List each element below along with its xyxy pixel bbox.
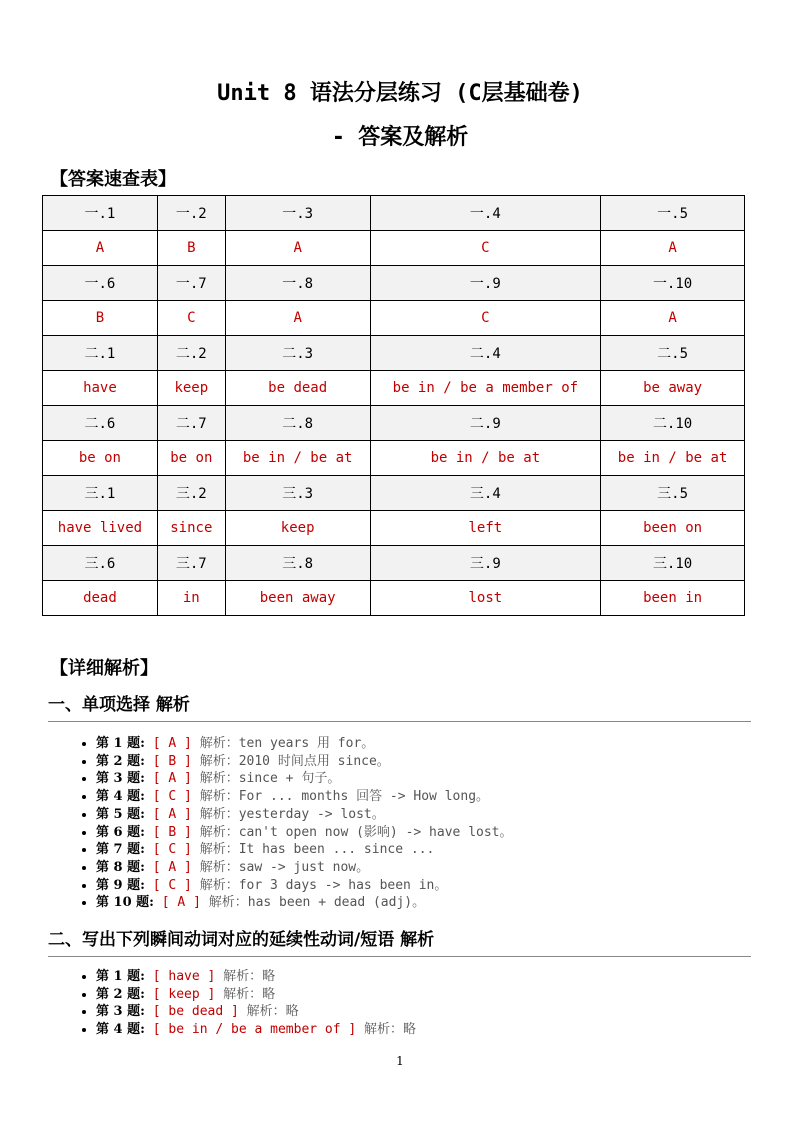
answer-text: [ keep ] [152,986,216,1002]
answer-cell: be in / be at [370,441,601,476]
question-number-row [43,336,745,371]
explanation-item [96,986,416,1004]
detail-heading: 【详细解析】 [50,658,158,679]
question-number-cell: 三.10 [601,546,745,581]
question-label: 第 8 题: [96,859,145,875]
answer-text: [ C ] [152,842,192,858]
question-label: 第 7 题: [96,842,145,858]
answer-row [43,301,745,336]
page-number: 1 [396,1054,404,1068]
question-number-cell: 二.10 [601,406,745,441]
explanation-item [96,968,416,986]
answer-text: [ C ] [152,789,192,805]
question-number-row [43,476,745,511]
explanation-item [96,753,513,771]
question-number-cell: 三.1 [43,476,158,511]
answer-cell: C [157,301,225,336]
answer-cell: be on [43,441,158,476]
question-label: 第 5 题: [96,806,145,822]
question-number-cell: 三.8 [225,546,370,581]
question-number-cell: 一.6 [43,266,158,301]
answer-quick-table [42,195,745,616]
section1-title: 一、单项选择 解析 [48,690,751,722]
explanation-text: 解析：略 [238,1004,299,1020]
question-number-cell: 三.9 [370,546,601,581]
answer-cell: keep [157,371,225,406]
answer-cell: been in [601,581,745,616]
answer-cell: A [225,301,370,336]
explanation-item [96,1003,416,1021]
question-label: 第 1 题: [96,736,145,751]
explanation-text: 解析：saw -> just now。 [191,859,370,875]
answer-cell: in [157,581,225,616]
question-number-cell: 三.3 [225,476,370,511]
explanation-text: 解析：ten years 用 for。 [191,736,375,751]
document-title: Unit 8 语法分层练习 (C层基础卷) [217,81,583,106]
question-number-cell: 一.10 [601,266,745,301]
answer-text: [ B ] [152,824,192,840]
question-number-cell: 二.9 [370,406,601,441]
explanation-text: 解析：2010 时间点用 since。 [191,753,390,769]
question-number-row [43,546,745,581]
answer-cell: B [43,301,158,336]
explanation-text: 解析：has been + dead (adj)。 [200,895,426,911]
answer-text: [ A ] [152,859,192,875]
answer-cell: have [43,371,158,406]
question-number-cell: 二.8 [225,406,370,441]
answer-cell: A [43,231,158,266]
question-number-cell: 二.1 [43,336,158,371]
quick-table-heading: 【答案速查表】 [50,169,176,190]
answer-cell: be in / be a member of [370,371,601,406]
answer-cell: keep [225,511,370,546]
explanation-item [96,788,513,806]
answer-row [43,511,745,546]
question-number-row [43,266,745,301]
explanation-text: 解析：略 [215,986,276,1002]
question-number-row [43,196,745,231]
question-number-cell: 三.7 [157,546,225,581]
explanation-text: 解析：It has been ... since ... [191,842,435,858]
question-label: 第 3 题: [96,1004,145,1020]
answer-text: [ be dead ] [152,1004,239,1020]
answer-cell: since [157,511,225,546]
question-label: 第 10 题: [96,895,154,911]
question-label: 第 3 题: [96,771,145,787]
question-number-cell: 三.5 [601,476,745,511]
explanation-text: 解析：yesterday -> lost。 [191,806,385,822]
answer-text: [ C ] [152,877,192,893]
explanation-item [96,877,513,895]
question-label: 第 2 题: [96,986,145,1002]
answer-row [43,441,745,476]
question-number-cell: 二.3 [225,336,370,371]
question-label: 第 1 题: [96,969,145,984]
answer-text: [ be in / be a member of ] [152,1022,357,1038]
answer-row [43,231,745,266]
answer-text: [ A ] [152,771,192,787]
question-number-cell: 一.4 [370,196,601,231]
question-number-cell: 三.4 [370,476,601,511]
answer-cell: dead [43,581,158,616]
answer-cell: lost [370,581,601,616]
question-number-cell: 二.2 [157,336,225,371]
explanation-item [96,806,513,824]
question-number-cell: 一.7 [157,266,225,301]
answer-text: [ A ] [152,736,192,751]
question-number-row [43,406,745,441]
section1-list [58,735,513,912]
question-number-cell: 二.5 [601,336,745,371]
explanation-text: 解析：can't open now (影响) -> have lost。 [191,824,513,840]
question-number-cell: 二.6 [43,406,158,441]
question-label: 第 2 题: [96,753,145,769]
answer-text: [ B ] [152,753,192,769]
answer-cell: A [225,231,370,266]
explanation-item [96,859,513,877]
answer-row [43,581,745,616]
question-number-cell: 一.2 [157,196,225,231]
explanation-item [96,1021,416,1039]
answer-cell: been away [225,581,370,616]
answer-cell: left [370,511,601,546]
question-label: 第 4 题: [96,789,145,805]
answer-text: [ have ] [152,969,216,984]
explanation-text: 解析：for 3 days -> has been in。 [191,877,448,893]
question-number-cell: 一.5 [601,196,745,231]
answer-cell: be away [601,371,745,406]
explanation-item [96,894,513,912]
document-subtitle: - 答案及解析 [331,125,469,150]
question-number-cell: 一.8 [225,266,370,301]
answer-cell: been on [601,511,745,546]
explanation-item [96,841,513,859]
question-label: 第 4 题: [96,1022,145,1038]
answer-cell: C [370,301,601,336]
question-number-cell: 三.2 [157,476,225,511]
answer-text: [ A ] [152,806,192,822]
answer-cell: A [601,301,745,336]
answer-cell: be dead [225,371,370,406]
explanation-text: 解析：略 [356,1022,417,1038]
answer-cell: B [157,231,225,266]
answer-cell: be in / be at [225,441,370,476]
explanation-text: 解析：略 [215,969,276,984]
question-number-cell: 一.9 [370,266,601,301]
section2-title: 二、写出下列瞬间动词对应的延续性动词/短语 解析 [48,925,751,957]
section2-list [58,968,416,1039]
question-number-cell: 三.6 [43,546,158,581]
answer-cell: be in / be at [601,441,745,476]
explanation-item [96,735,513,753]
answer-cell: C [370,231,601,266]
question-number-cell: 二.7 [157,406,225,441]
question-label: 第 9 题: [96,877,145,893]
explanation-item [96,770,513,788]
question-number-cell: 一.3 [225,196,370,231]
answer-text: [ A ] [161,895,201,911]
answer-cell: A [601,231,745,266]
question-number-cell: 二.4 [370,336,601,371]
answer-row [43,371,745,406]
explanation-item [96,824,513,842]
explanation-text: 解析：since + 句子。 [191,771,341,787]
question-label: 第 6 题: [96,824,145,840]
explanation-text: 解析：For ... months 回答 -> How long。 [191,789,490,805]
answer-cell: be on [157,441,225,476]
question-number-cell: 一.1 [43,196,158,231]
answer-cell: have lived [43,511,158,546]
